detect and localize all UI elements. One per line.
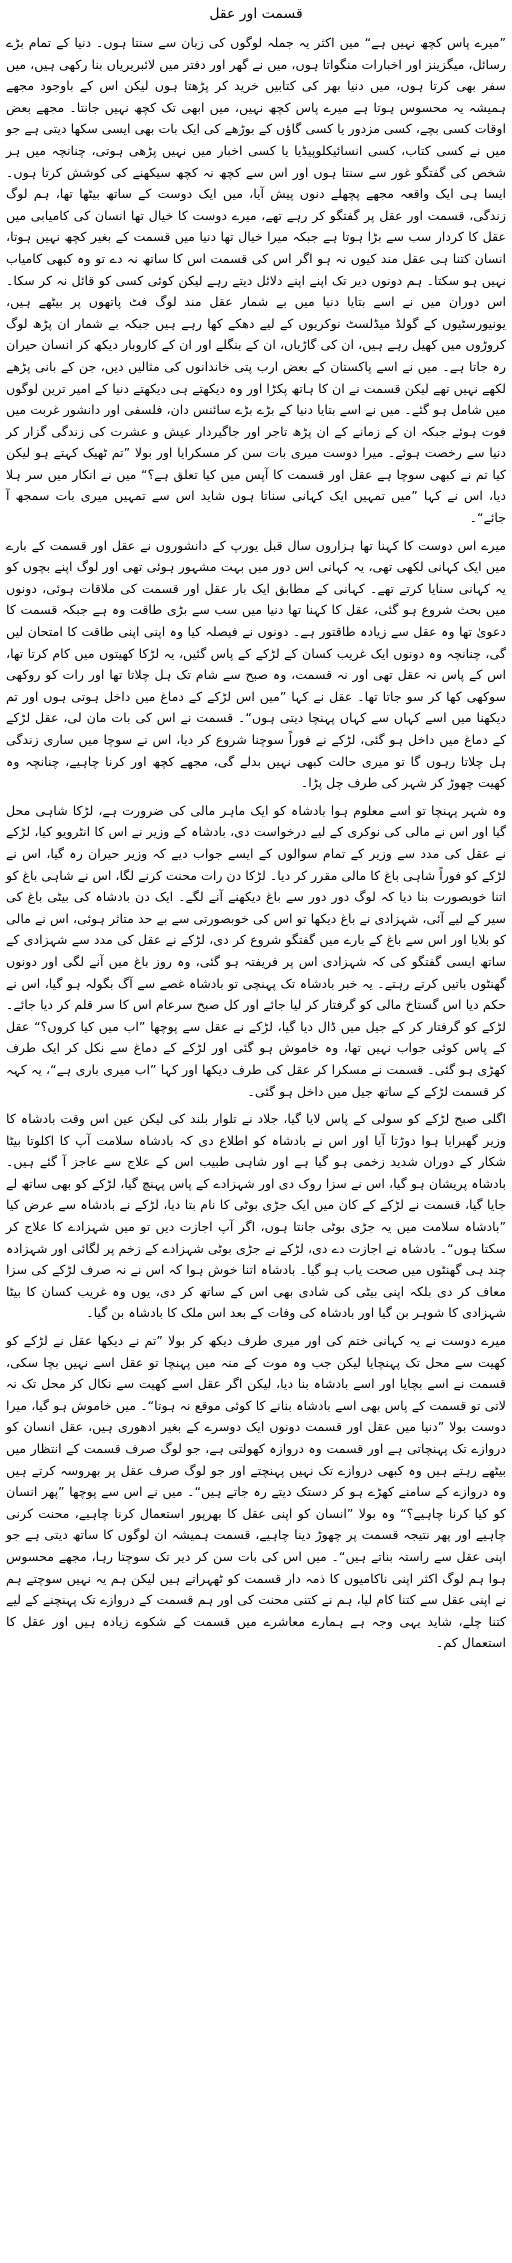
- article-paragraph: اگلی صبح لڑکے کو سولی کے پاس لایا گیا، جلاد نے تلوار بلند کی لیکن عین اس وقت بادشاہ کا وزیر گھبرایا ہوا دوڑتا آیا اور اس نے بادشاہ کو اطلاع دی کہ بادشاہ سلامت آپ کا اکلوتا بیٹا شکار کے دوران شدید زخمی ہو گیا ہے اور شاہی طبیب اس کے علاج سے عاجز آ گئے ہیں۔ بادشاہ پریشان ہو گیا، اس نے سزا روک دی اور شہزادے کے پاس پہنچ گیا، لڑکے کو بھی ساتھ لے جایا گیا، قسمت نے لڑکے کے کان میں ایک جڑی بوٹی کا نام بتا دیا، لڑکے نے بادشاہ سے عرض کیا ”بادشاہ سلامت میں یہ جڑی بوٹی جانتا ہوں، اگر آپ اجازت دیں تو میں شہزادے کا علاج کر سکتا ہوں“۔ بادشاہ نے اجازت دے دی، لڑکے نے جڑی بوٹی شہزادے کے زخم پر لگائی اور شہزادہ چند ہی گھنٹوں میں صحت یاب ہو گیا۔ بادشاہ اتنا خوش ہوا کہ اس نے نہ صرف لڑکے کی سزا معاف کر دی بلکہ اپنی بیٹی کی شادی بھی اس کے ساتھ کر دی، یوں وہ غریب کسان کا بیٹا شہزادی کا شوہر بن گیا اور بادشاہ کی وفات کے بعد اس ملک کا بادشاہ بن گیا۔: [6, 1111, 506, 1321]
- article-paragraph: ”میرے پاس کچھ نہیں ہے“ میں اکثر یہ جملہ لوگوں کی زبان سے سنتا ہوں۔ دنیا کے تمام بڑے رسائل، میگزینز اور اخبارات منگواتا ہوں، میں نے گھر اور دفتر میں لائبریریاں بنا رکھی ہیں، میں سفر بھی کرتا ہوں، میں دنیا بھر کی کتابیں خرید کر پڑھتا ہوں لیکن اس کے باوجود مجھے ہمیشہ یہ محسوس ہوتا ہے میرے پاس کچھ نہیں، میں ابھی تک کچھ نہیں جانتا۔ مجھے بعض اوقات کسی بچے، کسی مزدور یا کسی گاؤں کے بوڑھے کی ایک بات بھی ایسی سکھا دیتی ہے جو میں نے کسی کتاب، کسی انسائیکلوپیڈیا یا کسی اخبار میں نہیں پڑھی ہوتی، چنانچہ میں ہر شخص کی گفتگو غور سے سنتا ہوں اور اس سے کچھ نہ کچھ سیکھنے کی کوشش کرتا ہوں۔ ایسا ہی ایک واقعہ مجھے پچھلے دنوں پیش آیا، میں ایک دوست کے ساتھ بیٹھا تھا، ہم لوگ زندگی، قسمت اور عقل پر گفتگو کر رہے تھے، میرے دوست کا خیال تھا انسان کی کامیابی میں عقل کا کردار سب سے بڑا ہوتا ہے جبکہ میرا خیال تھا دنیا میں قسمت کے بغیر کچھ نہیں ہوتا، انسان کتنا ہی عقل مند کیوں نہ ہو اگر اس کی قسمت اس کا ساتھ نہ دے تو وہ کبھی کامیاب نہیں ہو سکتا۔ ہم دونوں دیر تک اپنے اپنے دلائل دیتے رہے لیکن کوئی کسی کو قائل نہ کر سکا۔ اس دوران میں نے اسے بتایا دنیا میں بے شمار عقل مند لوگ فٹ پاتھوں پر بیٹھے ہیں، یونیورسٹیوں کے گولڈ میڈلسٹ نوکریوں کے لیے دھکے کھا رہے ہیں جبکہ بے شمار ان پڑھ لوگ کروڑوں میں کھیل رہے ہیں، ان کی گاڑیاں، ان کے بنگلے اور ان کے کاروبار دیکھ کر انسان حیران رہ جاتا ہے۔ میں نے اسے پاکستان کے بعض ارب پتی خاندانوں کی مثالیں دیں، جن کے بانی پڑھے لکھے نہیں تھے لیکن قسمت نے ان کا ہاتھ پکڑا اور وہ دیکھتے ہی دیکھتے دنیا کے امیر ترین لوگوں میں شامل ہو گئے۔ میں نے اسے بتایا دنیا کے بڑے بڑے سائنس دان، فلسفی اور دانشور غربت میں فوت ہوئے جبکہ ان کے زمانے کے ان پڑھ تاجر اور جاگیردار عیش و عشرت کی زندگی گزار کر دنیا سے رخصت ہوئے۔ میرا دوست میری بات سن کر مسکرایا اور بولا ”تم ٹھیک کہتے ہو لیکن کیا تم نے کبھی سوچا ہے عقل اور قسمت کا آپس میں کیا تعلق ہے؟“ میں نے انکار میں سر ہلا دیا، اس نے کہا ”میں تمہیں ایک کہانی سناتا ہوں شاید اس سے تمہیں میری بات سمجھ آ جائے“۔: [6, 35, 506, 526]
- article-title: قسمت اور عقل: [209, 6, 303, 22]
- article-paragraph: میرے اس دوست کا کہنا تھا ہزاروں سال قبل یورپ کے دانشوروں نے عقل اور قسمت کے بارے میں ایک کہانی لکھی تھی، یہ کہانی اس دور میں بہت مشہور ہوئی تھی اور لوگ اپنے بچوں کو یہ کہانی سنایا کرتے تھے۔ کہانی کے مطابق ایک بار عقل اور قسمت کی ملاقات ہوئی، دونوں میں بحث شروع ہو گئی، عقل کا کہنا تھا دنیا میں سب سے بڑی طاقت وہ ہے جبکہ قسمت کا دعویٰ تھا وہ عقل سے زیادہ طاقتور ہے۔ دونوں نے فیصلہ کیا وہ اپنی اپنی طاقت کا امتحان لیں گی، چنانچہ وہ دونوں ایک غریب کسان کے لڑکے کے پاس گئیں، یہ لڑکا کھیتوں میں کام کرتا تھا، اس کے پاس نہ عقل تھی اور نہ قسمت، وہ صبح سے شام تک ہل چلاتا تھا اور رات کو روکھی سوکھی کھا کر سو جاتا تھا۔ عقل نے کہا ”میں اس لڑکے کے دماغ میں داخل ہوتی ہوں اور تم دیکھنا میں اسے کہاں سے کہاں پہنچا دیتی ہوں“۔ قسمت نے اس کی بات مان لی، عقل لڑکے کے دماغ میں داخل ہو گئی، لڑکے نے فوراً سوچنا شروع کر دیا، اس نے سوچا میں ساری زندگی ہل چلاتا رہوں گا تو میری حالت کبھی نہیں بدلے گی، مجھے کچھ اور کرنا چاہیے، چنانچہ وہ کھیت چھوڑ کر شہر کی طرف چل پڑا۔: [6, 537, 506, 791]
- article-body: [6, 32, 506, 1654]
- article-paragraph: وہ شہر پہنچا تو اسے معلوم ہوا بادشاہ کو ایک ماہر مالی کی ضرورت ہے، لڑکا شاہی محل گیا اور اس نے مالی کی نوکری کے لیے درخواست دی، بادشاہ کے وزیر نے اس کا انٹرویو کیا، لڑکے نے عقل کی مدد سے وزیر کے تمام سوالوں کے ایسے جواب دیے کہ وزیر حیران رہ گیا، اس نے لڑکے کو فوراً شاہی باغ کا مالی مقرر کر دیا۔ لڑکا دن رات محنت کرنے لگا، اس نے شاہی باغ کو اتنا خوبصورت بنا دیا کہ لوگ دور دور سے باغ دیکھنے آنے لگے۔ ایک دن بادشاہ کی بیٹی باغ کی سیر کے لیے آئی، شہزادی نے باغ دیکھا تو اس کی خوبصورتی سے بے حد متاثر ہوئی، اس نے مالی کو بلایا اور اس سے باغ کے بارے میں گفتگو شروع کر دی، لڑکے نے عقل کی مدد سے شہزادی کے ساتھ ایسی گفتگو کی کہ شہزادی اس پر فریفتہ ہو گئی، وہ روز باغ میں آنے لگی اور دونوں گھنٹوں باتیں کرتے رہتے۔ یہ خبر بادشاہ تک پہنچی تو بادشاہ غصے سے آگ بگولہ ہو گیا، اس نے حکم دیا اس گستاخ مالی کو گرفتار کر لیا جائے اور کل صبح سرعام اس کا سر قلم کر دیا جائے۔ لڑکے کو گرفتار کر کے جیل میں ڈال دیا گیا، لڑکے نے عقل سے پوچھا ”اب میں کیا کروں؟“ عقل کے پاس کوئی جواب نہیں تھا، وہ خاموش ہو گئی اور لڑکے کے دماغ سے نکل کر ایک طرف کھڑی ہو گئی۔ قسمت نے مسکرا کر عقل کی طرف دیکھا اور کہا ”اب میری باری ہے“، یہ کہہ کر قسمت لڑکے کے ساتھ جیل میں داخل ہو گئی۔: [6, 802, 506, 1099]
- article-paragraph: میرے دوست نے یہ کہانی ختم کی اور میری طرف دیکھ کر بولا ”تم نے دیکھا عقل نے لڑکے کو کھیت سے محل تک پہنچایا لیکن جب وہ موت کے منہ میں پہنچا تو عقل اسے نہیں بچا سکی، قسمت نے اسے بچایا اور اسے بادشاہ بنا دیا، لیکن اگر عقل اسے کھیت سے نکال کر محل تک نہ لاتی تو قسمت کے پاس بھی اسے بادشاہ بنانے کا کوئی موقع نہ ہوتا“۔ میں خاموش ہو گیا، میرا دوست بولا ”دنیا میں عقل اور قسمت دونوں ایک دوسرے کے بغیر ادھوری ہیں، عقل انسان کو دروازے تک پہنچاتی ہے اور قسمت وہ دروازہ کھولتی ہے، جو لوگ صرف قسمت کے انتظار میں بیٹھے رہتے ہیں وہ کبھی دروازے تک نہیں پہنچتے اور جو لوگ صرف عقل پر بھروسہ کرتے ہیں وہ دروازے کے سامنے کھڑے ہو کر دستک دیتے رہ جاتے ہیں“۔ میں نے اس سے پوچھا ”پھر انسان کو کیا کرنا چاہیے؟“ وہ بولا ”انسان کو اپنی عقل کا بھرپور استعمال کرنا چاہیے، محنت کرنی چاہیے اور پھر نتیجہ قسمت پر چھوڑ دینا چاہیے، قسمت ہمیشہ ان لوگوں کا ساتھ دیتی ہے جو اپنی عقل سے راستہ بناتے ہیں“۔ میں اس کی بات سن کر دیر تک سوچتا رہا، مجھے محسوس ہوا ہم لوگ اکثر اپنی ناکامیوں کا ذمہ دار قسمت کو ٹھہراتے ہیں لیکن ہم یہ نہیں سوچتے ہم نے اپنی عقل سے کتنا کام لیا، ہم نے کتنی محنت کی اور ہم قسمت کے دروازے تک پہنچنے کے لیے کتنا چلے، شاید یہی وجہ ہے ہمارے معاشرے میں قسمت کے شکوے زیادہ ہیں اور عقل کا استعمال کم۔: [6, 1333, 506, 1651]
